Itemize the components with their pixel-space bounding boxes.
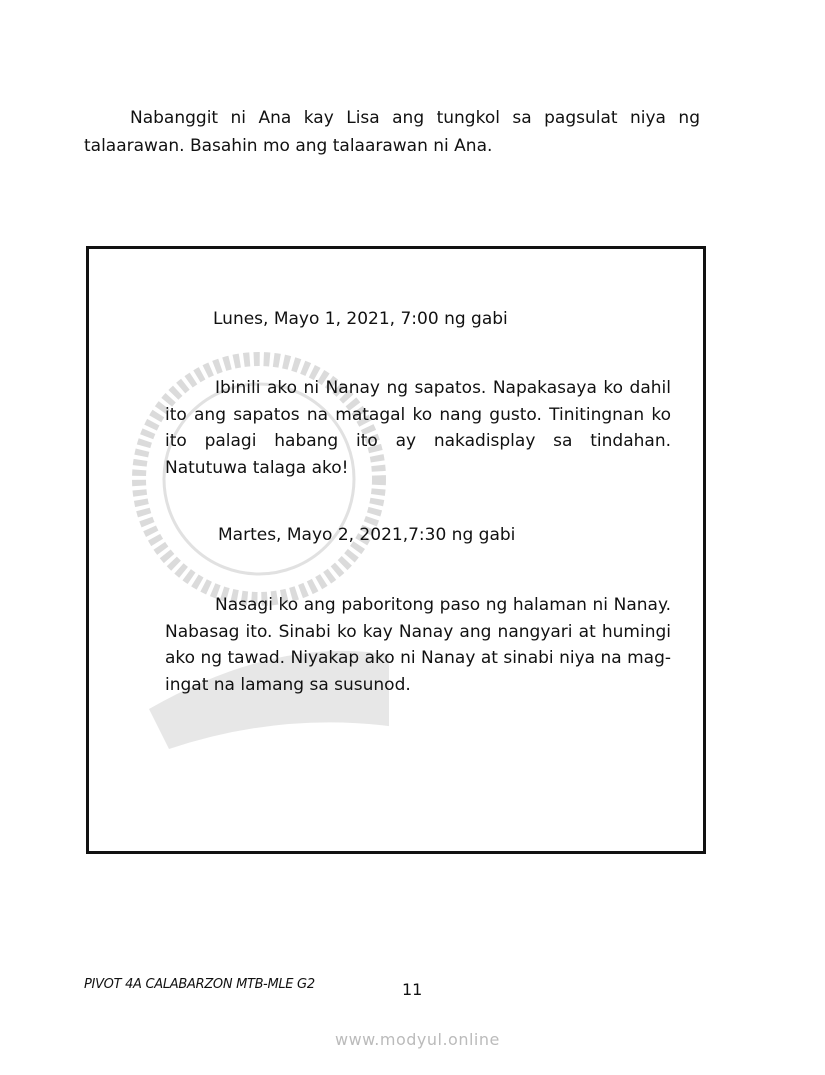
entry-date: Lunes, Mayo 1, 2021, 7:00 ng gabi [213, 309, 508, 329]
page-number: 11 [402, 980, 423, 999]
entry-text: Ibinili ako ni Nanay ng sapatos. Napakasaya ko dahil ito ang sapatos na matagal ko nang gusto. Tinitingnan ko ito palagi habang ito ay nakadisplay sa tindahan. Natutuwa talaga ako! [165, 378, 671, 478]
intro-paragraph: Nabanggit ni Ana kay Lisa ang tungkol sa pagsulat niya ng talaarawan. Basahin mo ang talaarawan ni Ana. [84, 108, 700, 156]
site-watermark: www.modyul.online [335, 1030, 500, 1049]
entry-text: Nasagi ko ang paboritong paso ng halaman ni Nanay. Nabasag ito. Sinabi ko kay Nanay ang nangyari at humingi ako ng tawad. Niyakap ako ni Nanay at sinabi niya na mag-ingat na lamang sa susunod. [165, 595, 671, 695]
footer-title: PIVOT 4A CALABARZON MTB-MLE G2 [84, 977, 315, 992]
diary-box [86, 246, 706, 854]
entry-date: Martes, Mayo 2, 2021,7:30 ng gabi [218, 525, 516, 545]
